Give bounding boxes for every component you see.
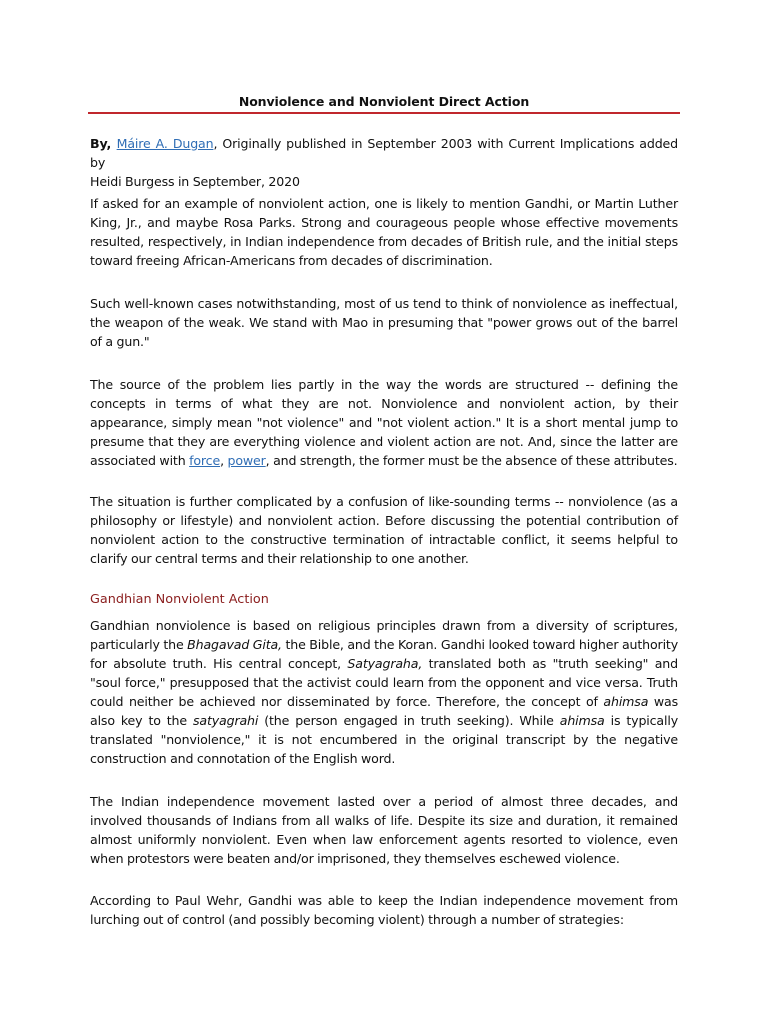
paragraph-7: According to Paul Wehr, Gandhi was able to keep the Indian independence movement from lurching out of control (and possibly becoming violent) through a number of strategies:	[90, 893, 678, 927]
title-divider	[88, 112, 680, 114]
paragraph-5	[90, 616, 678, 768]
byline-by: By,	[90, 136, 117, 151]
document-title: Nonviolence and Nonviolent Direct Action	[238, 94, 530, 109]
p3-text-before: The source of the problem lies partly in the way the words are structured -- defining the concepts in terms of what they are not. Nonviolence and nonviolent action, by their appearance, simply mean "not violence" and "not violent action." It is a short mental jump to presume that they are everything violence and violent action are not. And, since the latter are associated with	[90, 377, 678, 468]
p5-satyagraha: Satyagraha,	[347, 656, 423, 671]
power-link[interactable]: power	[227, 453, 266, 468]
p5-s6: is typically translated "nonviolence," it is not encumbered in the original transcript by the negative construction and connotation of the English word.	[90, 713, 678, 766]
p5-s4: was also key to the	[90, 694, 678, 728]
p3-sep: ,	[220, 453, 228, 468]
author-link[interactable]: Máire A. Dugan	[116, 136, 214, 151]
p5-s1: Gandhian nonviolence is based on religious principles drawn from a diversity of scriptures, particularly the	[90, 618, 678, 652]
p5-s3: translated both as "truth seeking" and "soul force," presupposed that the activist could learn from the opponent and vice versa. Truth could neither be achieved nor disseminated by force. Therefore, the concept of	[90, 656, 678, 709]
paragraph-2: Such well-known cases notwithstanding, most of us tend to think of nonviolence as ineffectual, the weapon of the weak. We stand with Mao in presuming that "power grows out of the barrel of a gun."	[90, 296, 678, 349]
force-link[interactable]: force	[189, 453, 221, 468]
p5-bhagavad: Bhagavad Gita,	[187, 637, 282, 652]
paragraph-1: If asked for an example of nonviolent action, one is likely to mention Gandhi, or Martin Luther King, Jr., and maybe Rosa Parks. Strong and courageous people whose effective movements resulted, respectively, in Indian independence from decades of British rule, and the initial steps toward freeing African-Americans from decades of discrimination.	[90, 196, 678, 268]
byline-rest-1: , Originally published in September 2003 with Current Implications added by	[90, 136, 678, 170]
p5-ahimsa-1: ahimsa	[603, 694, 649, 709]
p5-s2: the Bible, and the Koran. Gandhi looked toward higher authority for absolute truth. His central concept,	[90, 637, 679, 671]
paragraph-4: The situation is further complicated by a confusion of like-sounding terms -- nonviolence (as a philosophy or lifestyle) and nonviolent action. Before discussing the potential contribution of nonviolent action to the constructive termination of intractable conflict, it seems helpful to clarify our central terms and their relationship to one another.	[90, 494, 678, 566]
p3-text-after: , and strength, the former must be the absence of these attributes.	[265, 453, 678, 468]
p5-satyagrahi: satyagrahi	[192, 713, 259, 728]
section-heading: Gandhian Nonviolent Action	[90, 592, 269, 607]
p5-s5: (the person engaged in truth seeking). While	[258, 713, 560, 728]
paragraph-3	[90, 375, 678, 470]
paragraph-6: The Indian independence movement lasted over a period of almost three decades, and involved thousands of Indians from all walks of life. Despite its size and duration, it remained almost uniformly nonviolent. Even when law enforcement agents resorted to violence, even when protestors were beaten and/or imprisoned, they themselves eschewed violence.	[90, 794, 678, 866]
byline-rest-2: Heidi Burgess in September, 2020	[90, 174, 300, 189]
p5-ahimsa-2: ahimsa	[559, 713, 605, 728]
byline	[90, 134, 678, 191]
